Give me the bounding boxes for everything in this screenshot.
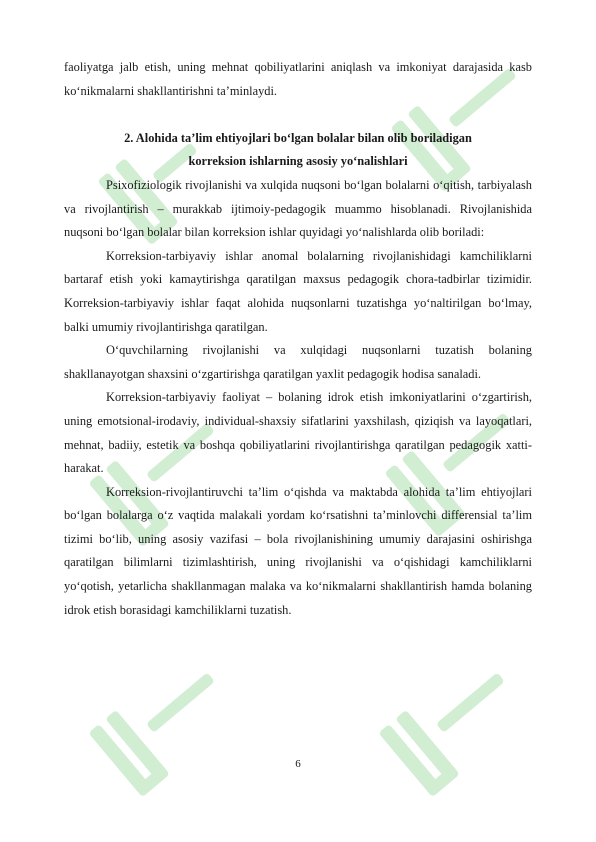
intro-paragraph: faoliyatga jalb etish, uning mehnat qobiliyatlarini aniqlash va imkoniyat darajasida kasb ko‘nikmalarni shakllantirishni ta’minlaydi. <box>64 60 532 98</box>
body-paragraph-4: Korreksion-tarbiyaviy faoliyat – bolaning idrok etish imkoniyatlarini o‘zgartirish, uning emotsional-irodaviy, individual-shaxsiy sifatlarini yaxshilash, qiziqish va layoqatlari, mehnat, badiiy, estetik va boshqa qobiliyatlarini rivojlantirishga qaratilgan pedagogik xatti-harakat. <box>64 390 532 476</box>
watermark-logo-icon <box>360 640 540 810</box>
section-heading-line-2: korreksion ishlarning asosiy yo‘nalishlari <box>188 154 408 169</box>
body-paragraph-5: Korreksion-rivojlantiruvchi ta’lim o‘qishda va maktabda alohida ta’lim ehtiyojlari bo‘lgan bolalarga o‘z vaqtida malakali yordam ko‘rsatishni ta’minlovchi differensial ta’lim tizimi bo‘lib, uning asosiy vazifasi – bola rivojlanishining umumiy darajasini oshirishga qaratilgan bilimlarni tizimlashtirish, uning rivojlanishi va o‘qishidagi kamchiliklarni yo‘qotish, yetarlicha shakllanmagan malaka va ko‘nikmalarni shakllantirish hamda bolaning idrok etish borasidagi kamchiliklarni tuzatish. <box>64 484 532 617</box>
body-paragraph-3: O‘quvchilarning rivojlanishi va xulqidagi nuqsonlarni tuzatish bolaning shakllanayotgan shaxsini o‘zgartirishga qaratilgan yaxlit pedagogik hodisa sanaladi. <box>64 343 532 381</box>
body-paragraph-2: Korreksion-tarbiyaviy ishlar anomal bolalarning rivojlanishidagi kamchiliklarni bartaraf etish yoki kamaytirishga qaratilgan maxsus pedagogik chora-tadbirlar tizimidir. Korreksion-tarbiyaviy ishlar faqat alohida nuqsonlarni tuzatishga yo‘naltirilgan bo‘lmay, balki umumiy rivojlantirishga qaratilgan. <box>64 248 532 334</box>
watermark-logo-icon <box>70 640 250 810</box>
section-heading-line-1: 2. Alohida ta’lim ehtiyojlari bo‘lgan bolalar bilan olib boriladigan <box>124 130 472 145</box>
watermark-bottom-left <box>70 640 250 810</box>
watermark-bottom-right <box>360 640 540 810</box>
document-body <box>64 56 532 622</box>
page-number: 6 <box>295 758 301 770</box>
spacer <box>64 103 532 127</box>
body-paragraph-1: Psixofiziologik rivojlanishi va xulqida nuqsoni bo‘lgan bolalarni o‘qitish, tarbiyalash va rivojlantirish – murakkab ijtimoiy-pedagogik muammo hisoblanadi. Rivojlanishida nuqsoni bo‘lgan bolalar bilan korreksion ishlar quyidagi yo‘nalishlarda olib boriladi: <box>64 177 532 240</box>
